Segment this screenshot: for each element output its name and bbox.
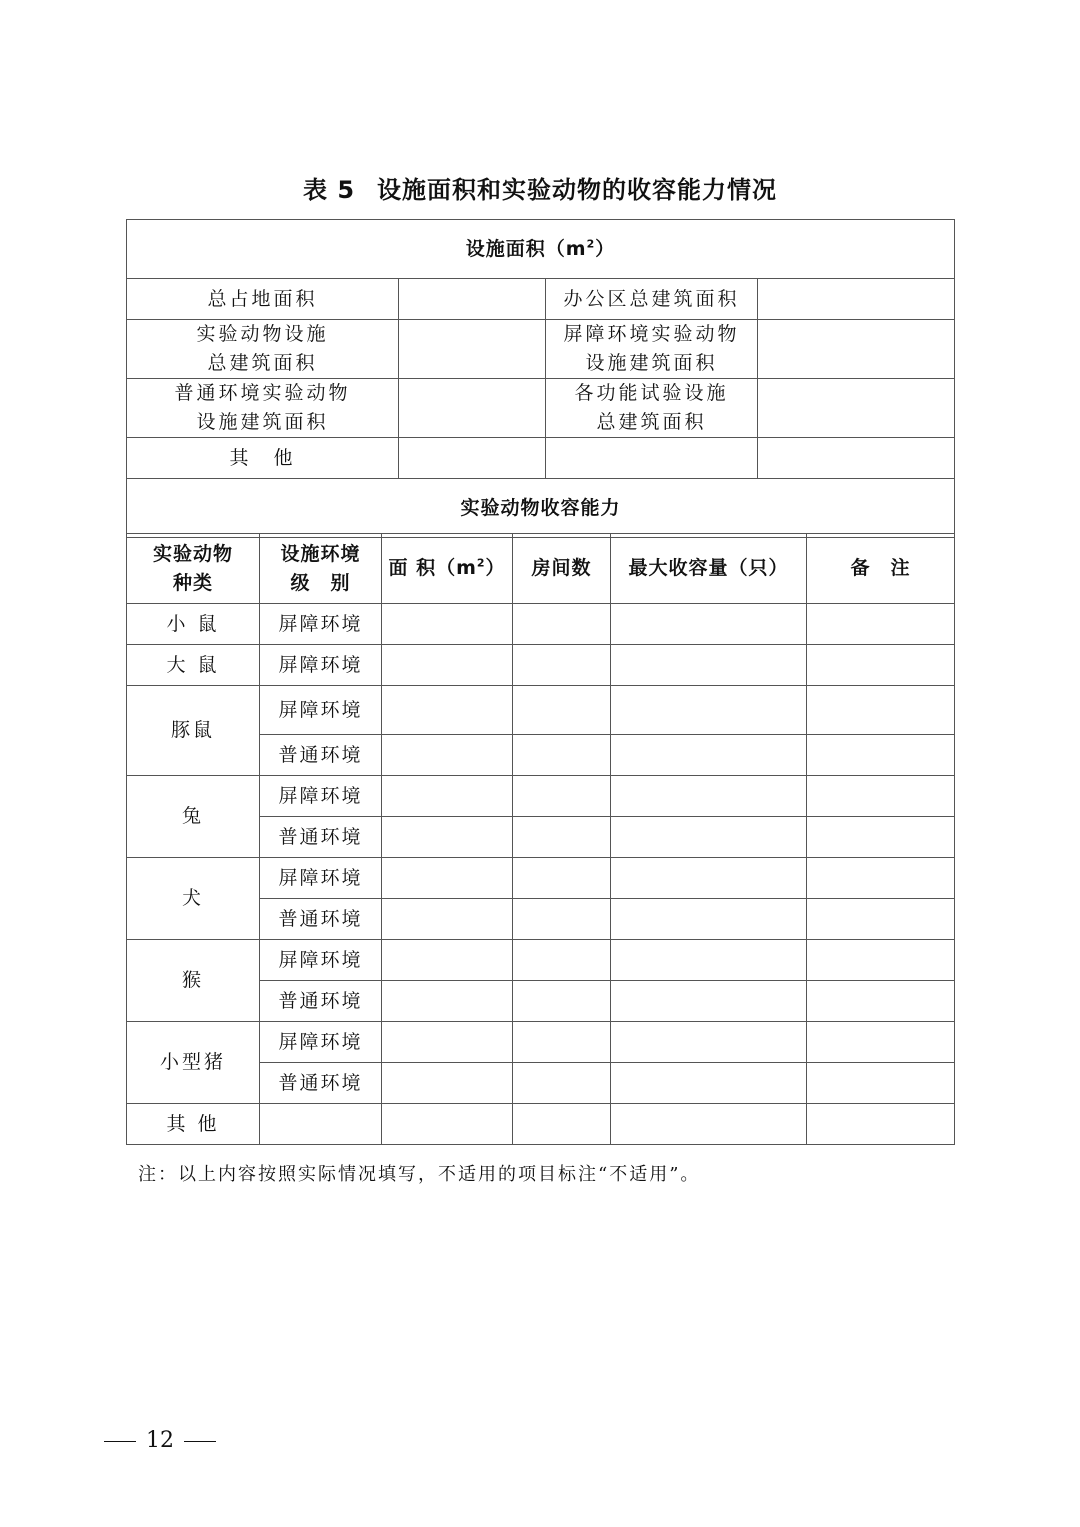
remarks-cell[interactable] bbox=[807, 776, 955, 817]
rooms-cell[interactable] bbox=[513, 981, 611, 1022]
remarks-cell[interactable] bbox=[807, 604, 955, 645]
max-capacity-cell[interactable] bbox=[611, 981, 807, 1022]
species-cell: 小 鼠 bbox=[127, 604, 260, 645]
max-capacity-cell[interactable] bbox=[611, 645, 807, 686]
area-cell[interactable] bbox=[382, 735, 513, 776]
page-number: 12 bbox=[104, 1428, 216, 1453]
rooms-cell[interactable] bbox=[513, 1063, 611, 1104]
remarks-cell[interactable] bbox=[807, 981, 955, 1022]
col-max-capacity: 最大收容量（只） bbox=[611, 534, 807, 604]
species-cell: 其 他 bbox=[127, 1104, 260, 1145]
row-label: 各功能试验设施 总建筑面积 bbox=[546, 379, 758, 438]
rooms-cell[interactable] bbox=[513, 686, 611, 735]
env-level-cell: 屏障环境 bbox=[260, 940, 382, 981]
remarks-cell[interactable] bbox=[807, 858, 955, 899]
remarks-cell[interactable] bbox=[807, 899, 955, 940]
max-capacity-cell[interactable] bbox=[611, 735, 807, 776]
table-row bbox=[127, 604, 955, 645]
remarks-cell[interactable] bbox=[807, 1063, 955, 1104]
species-cell: 大 鼠 bbox=[127, 645, 260, 686]
capacity-table bbox=[126, 533, 955, 1145]
footnote: 注：以上内容按照实际情况填写，不适用的项目标注“不适用”。 bbox=[138, 1164, 701, 1185]
row-label: 办公区总建筑面积 bbox=[546, 279, 758, 320]
area-cell[interactable] bbox=[382, 645, 513, 686]
max-capacity-cell[interactable] bbox=[611, 604, 807, 645]
area-cell[interactable] bbox=[382, 1104, 513, 1145]
species-cell: 猴 bbox=[127, 940, 260, 1022]
value-cell[interactable] bbox=[399, 279, 546, 320]
env-level-cell: 普通环境 bbox=[260, 981, 382, 1022]
area-cell[interactable] bbox=[382, 817, 513, 858]
value-cell[interactable] bbox=[758, 438, 955, 479]
col-area: 面 积$(m^2)$ bbox=[382, 534, 513, 604]
max-capacity-cell[interactable] bbox=[611, 1022, 807, 1063]
area-cell[interactable] bbox=[382, 981, 513, 1022]
env-level-cell: 普通环境 bbox=[260, 1063, 382, 1104]
rooms-cell[interactable] bbox=[513, 940, 611, 981]
rooms-cell[interactable] bbox=[513, 604, 611, 645]
table-row bbox=[127, 645, 955, 686]
table-row bbox=[127, 858, 955, 899]
row-label: 总占地面积 bbox=[127, 279, 399, 320]
value-cell[interactable] bbox=[758, 379, 955, 438]
row-label: 屏障环境实验动物 设施建筑面积 bbox=[546, 320, 758, 379]
env-level-cell: 屏障环境 bbox=[260, 858, 382, 899]
table-row bbox=[127, 940, 955, 981]
env-level-cell bbox=[260, 1104, 382, 1145]
table-row bbox=[127, 1104, 955, 1145]
rooms-cell[interactable] bbox=[513, 645, 611, 686]
column-header-row bbox=[127, 534, 955, 604]
remarks-cell[interactable] bbox=[807, 817, 955, 858]
table-row bbox=[127, 1022, 955, 1063]
area-cell[interactable] bbox=[382, 858, 513, 899]
area-cell[interactable] bbox=[382, 1063, 513, 1104]
species-cell: 小型猪 bbox=[127, 1022, 260, 1104]
value-cell[interactable] bbox=[758, 320, 955, 379]
max-capacity-cell[interactable] bbox=[611, 858, 807, 899]
species-cell: 犬 bbox=[127, 858, 260, 940]
rooms-cell[interactable] bbox=[513, 1104, 611, 1145]
env-level-cell: 屏障环境 bbox=[260, 604, 382, 645]
max-capacity-cell[interactable] bbox=[611, 686, 807, 735]
max-capacity-cell[interactable] bbox=[611, 899, 807, 940]
area-cell[interactable] bbox=[382, 604, 513, 645]
table-row bbox=[127, 438, 955, 479]
remarks-cell[interactable] bbox=[807, 735, 955, 776]
max-capacity-cell[interactable] bbox=[611, 1104, 807, 1145]
table-row bbox=[127, 686, 955, 735]
table-row bbox=[127, 320, 955, 379]
env-level-cell: 屏障环境 bbox=[260, 1022, 382, 1063]
facility-area-header: 设施面积$(m^2)$ bbox=[127, 220, 955, 279]
row-label: 普通环境实验动物 设施建筑面积 bbox=[127, 379, 399, 438]
env-level-cell: 屏障环境 bbox=[260, 776, 382, 817]
area-cell[interactable] bbox=[382, 1022, 513, 1063]
max-capacity-cell[interactable] bbox=[611, 817, 807, 858]
area-cell[interactable] bbox=[382, 776, 513, 817]
col-remarks: 备 注 bbox=[807, 534, 955, 604]
row-label: 实验动物设施 总建筑面积 bbox=[127, 320, 399, 379]
rooms-cell[interactable] bbox=[513, 899, 611, 940]
max-capacity-cell[interactable] bbox=[611, 1063, 807, 1104]
remarks-cell[interactable] bbox=[807, 940, 955, 981]
capacity-header: 实验动物收容能力 bbox=[127, 479, 955, 538]
value-cell[interactable] bbox=[399, 438, 546, 479]
rooms-cell[interactable] bbox=[513, 776, 611, 817]
remarks-cell[interactable] bbox=[807, 686, 955, 735]
value-cell[interactable] bbox=[546, 438, 758, 479]
area-cell[interactable] bbox=[382, 940, 513, 981]
table-row bbox=[127, 776, 955, 817]
env-level-cell: 屏障环境 bbox=[260, 686, 382, 735]
table-number: 表 5 bbox=[302, 176, 356, 204]
value-cell[interactable] bbox=[399, 379, 546, 438]
row-label: 其 他 bbox=[127, 438, 399, 479]
table-title bbox=[0, 170, 1080, 205]
remarks-cell[interactable] bbox=[807, 645, 955, 686]
area-cell[interactable] bbox=[382, 899, 513, 940]
col-species: 实验动物 种类 bbox=[127, 534, 260, 604]
table-row bbox=[127, 379, 955, 438]
table-row bbox=[127, 279, 955, 320]
species-cell: 兔 bbox=[127, 776, 260, 858]
rooms-cell[interactable] bbox=[513, 735, 611, 776]
value-cell[interactable] bbox=[399, 320, 546, 379]
page-dash-left bbox=[104, 1441, 136, 1442]
env-level-cell: 普通环境 bbox=[260, 899, 382, 940]
area-cell[interactable] bbox=[382, 686, 513, 735]
env-level-cell: 普通环境 bbox=[260, 735, 382, 776]
env-level-cell: 屏障环境 bbox=[260, 645, 382, 686]
remarks-cell[interactable] bbox=[807, 1104, 955, 1145]
max-capacity-cell[interactable] bbox=[611, 940, 807, 981]
page-dash-right bbox=[184, 1441, 216, 1442]
env-level-cell: 普通环境 bbox=[260, 817, 382, 858]
col-rooms: 房间数 bbox=[513, 534, 611, 604]
rooms-cell[interactable] bbox=[513, 1022, 611, 1063]
max-capacity-cell[interactable] bbox=[611, 776, 807, 817]
rooms-cell[interactable] bbox=[513, 817, 611, 858]
facility-area-table bbox=[126, 219, 955, 538]
table-title-text: 设施面积和实验动物的收容能力情况 bbox=[377, 176, 778, 204]
value-cell[interactable] bbox=[758, 279, 955, 320]
col-env-level: 设施环境 级 别 bbox=[260, 534, 382, 604]
rooms-cell[interactable] bbox=[513, 858, 611, 899]
species-cell: 豚鼠 bbox=[127, 686, 260, 776]
remarks-cell[interactable] bbox=[807, 1022, 955, 1063]
